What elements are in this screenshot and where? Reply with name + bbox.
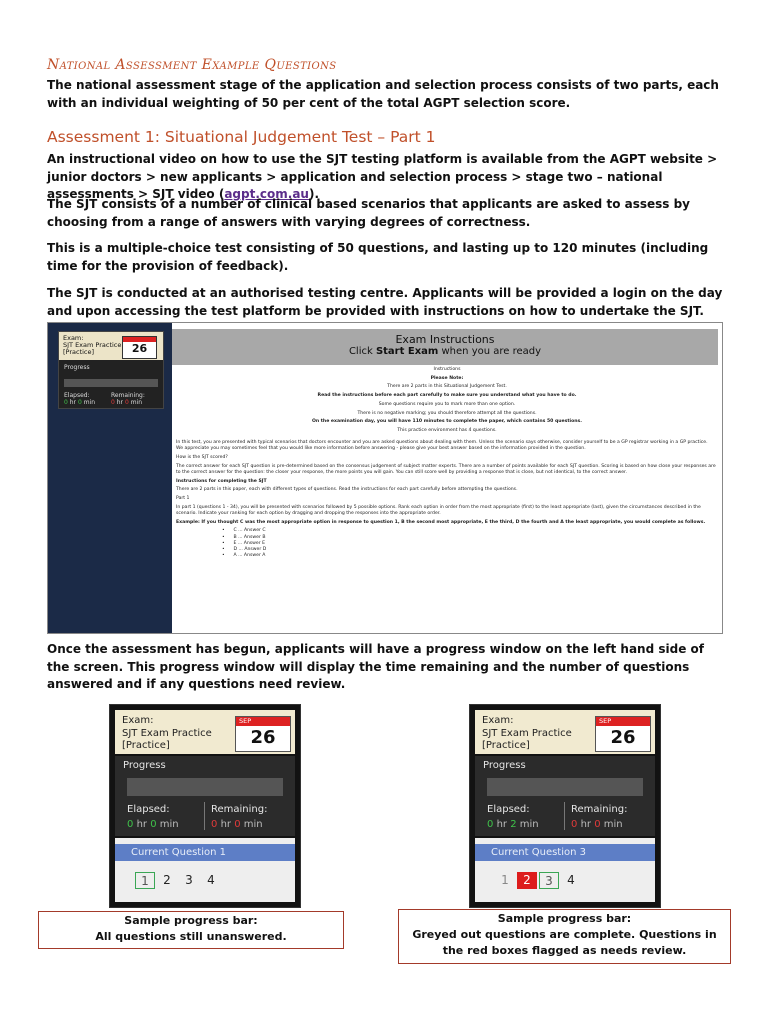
progress-paragraph: Once the assessment has begun, applicants will have a progress window on the left hand side of the screen. This progress window will display the time remaining and the number of questions answered and if any questions need review. [47, 642, 704, 691]
instr-note: Please Note: [430, 375, 464, 381]
question-button-2[interactable]: 2 [163, 873, 171, 887]
answer-item: • C ... Answer C [222, 528, 266, 534]
question-button-1[interactable]: 1 [501, 873, 509, 887]
instr-line: There are 2 parts in this Situational Judgement Test. [387, 384, 507, 390]
instr-subheading: How is the SJT scored? [176, 455, 228, 461]
remaining-label: Remaining: [211, 804, 268, 815]
start-exam-text: Start Exam [375, 346, 439, 357]
mini-elapsed-value: 0 hr 0 min [64, 399, 96, 406]
instr-paragraph: Example: If you thought C was the most appropriate option in response to question 1, B the second most appropriate, E the third, D the fourth and A the least appropriate, you would complete as follows. [176, 519, 706, 525]
question-button-4[interactable]: 4 [207, 873, 215, 887]
instr-paragraph: In this test, you are presented with typical scenarios that doctors encounter and you are asked questions about dealing with them. Unless the scenario says otherwise, consider yourself to be a GP registrar working in a GP practice. We appreciate you may sometimes feel that you would like more information before answering - please give your best answer based on the information provided in the question. [176, 440, 708, 452]
current-question-label: Current Question 3 [475, 844, 655, 861]
assessment-heading: Assessment 1: Situational Judgement Test – Part 1 [47, 128, 436, 146]
progress-label: Progress [483, 760, 526, 771]
exam-header-subtitle: Click Start Exam when you are ready [348, 346, 542, 357]
exam-header [172, 329, 718, 365]
instr-line: Read the instructions before each part carefully to make sure you understand what you have to do. [317, 393, 577, 399]
panel-header [475, 710, 655, 754]
question-button-1[interactable]: 1 [135, 872, 155, 889]
exam-sidebar [48, 323, 172, 633]
caption-title: Sample progress bar: [124, 914, 258, 927]
current-question-label: Current Question 1 [115, 844, 295, 861]
instr-paragraph: In part 1 (questions 1 - 34), you will be presented with scenarios followed by 5 possible options. Rank each option in order from the most appropriate (first) to the least appropriate (last), given the circumstances described in the scenario. Indicate your ranking for each option by dragging and dropping the responses into the appropriate order. [176, 504, 701, 516]
remaining-label: Remaining: [571, 804, 628, 815]
remaining-time: 0 hr 0 min [211, 819, 263, 830]
question-button-4[interactable]: 4 [567, 873, 575, 887]
exam-header-title: Exam Instructions [395, 333, 495, 346]
exam-info: Exam: SJT Exam Practice [Practice] [482, 715, 572, 751]
mini-remaining-value: 0 hr 0 min [111, 399, 143, 406]
exam-main-area [172, 323, 722, 633]
question-button-3[interactable]: 3 [185, 873, 193, 887]
instr-paragraph: The correct answer for each SJT question is pre-determined based on the consensus judgement of subject matter experts. There are a number of points available for each SJT question. Scoring is based on how close your responses are to the correct answer for the question: the closer your response, the more points you will gain. You can still score well by providing a response that is close, but not identical, to the correct answer. [176, 463, 716, 475]
remaining-time: 0 hr 0 min [571, 819, 623, 830]
instr-line: On the examination day, you will have 110 minutes to complete the paper, which contains 50 questions. [311, 419, 583, 425]
answer-item: • B ... Answer B [222, 534, 266, 540]
panel-header [115, 710, 295, 754]
testing-centre-paragraph: The SJT is conducted at an authorised testing centre. Applicants will be provided a login on the day and upon accessing the test platform be provided with instructions on how to undertake the SJT. [47, 286, 723, 318]
calendar-icon [122, 336, 157, 359]
calendar-icon: SEP 26 [595, 716, 651, 752]
video-text-end: ). [308, 187, 320, 201]
mini-exam-label: Exam: [63, 334, 84, 342]
caption-text: All questions still unanswered. [95, 930, 287, 943]
elapsed-time: 0 hr 0 min [127, 819, 179, 830]
progress-section [475, 756, 655, 836]
question-navigator [475, 838, 655, 902]
question-button-3[interactable]: 3 [539, 872, 559, 889]
instr-title: Instructions [433, 367, 461, 372]
caption-panel-1 [38, 911, 344, 949]
instr-paragraph: There are 2 parts in this paper, each with different types of questions. Read the instructions for each part carefully before attempting the questions. [176, 487, 518, 493]
instr-line: There is no negative marking; you should therefore attempt all the questions. [357, 410, 537, 416]
mini-header [59, 332, 163, 360]
agpt-link[interactable]: agpt.com.au [224, 187, 309, 201]
page-heading: National Assessment Example Questions [47, 57, 337, 73]
progress-panel-2 [469, 704, 661, 908]
caption-panel-2 [398, 909, 731, 964]
instr-subheading: Instructions for completing the SJT [176, 478, 267, 484]
mini-exam-mode: [Practice] [63, 348, 95, 356]
instr-line: This practice environment has 4 questions. [397, 427, 497, 433]
mini-cal-day: 26 [131, 342, 148, 355]
calendar-icon: SEP 26 [235, 716, 291, 752]
elapsed-time: 0 hr 2 min [487, 819, 539, 830]
answer-item: • E ... Answer E [222, 540, 265, 546]
elapsed-label: Elapsed: [127, 804, 170, 815]
progress-label: Progress [123, 760, 166, 771]
caption-title: Sample progress bar: [497, 912, 632, 925]
question-button-2[interactable]: 2 [517, 872, 537, 889]
video-text: An instructional video on how to use the SJT testing platform is available from the AGPT website > junior doctors > new applicants > application and selection process > stage two – national assessments > SJT video ( [47, 152, 718, 201]
instr-subheading: Part 1 [176, 496, 190, 502]
answer-item: • D ... Answer D [222, 546, 267, 552]
answer-item: • A ... Answer A [222, 553, 266, 559]
mini-progress-bar [64, 379, 158, 387]
answer-list [172, 528, 722, 559]
progress-bar [127, 778, 283, 796]
mini-exam-name: SJT Exam Practice [63, 341, 122, 349]
multiple-choice-paragraph: This is a multiple-choice test consisting of 50 questions, and lasting up to 120 minutes (including time for the provision of feedback). [47, 241, 709, 273]
instr-line: Some questions require you to mark more than one option. [378, 401, 516, 407]
mini-elapsed-label: Elapsed: [64, 392, 90, 399]
progress-section [115, 756, 295, 836]
mini-progress-label: Progress [64, 364, 90, 371]
progress-panel-1 [109, 704, 301, 908]
caption-text: Greyed out questions are complete. Questions in the red boxes flagged as needs review. [412, 928, 717, 957]
mini-progress-window [58, 331, 164, 409]
elapsed-label: Elapsed: [487, 804, 530, 815]
intro-paragraph: The national assessment stage of the application and selection process consists of two parts, each with an individual weighting of 50 per cent of the total AGPT selection score. [47, 78, 719, 110]
question-navigator [115, 838, 295, 902]
sjt-paragraph: The SJT consists of a number of clinical based scenarios that applicants are asked to assess by choosing from a range of answers with varying degrees of correctness. [47, 197, 691, 229]
exam-info: Exam: SJT Exam Practice [Practice] [122, 715, 212, 751]
exam-instructions-screenshot [47, 322, 723, 634]
progress-bar [487, 778, 643, 796]
mini-remaining-label: Remaining: [111, 392, 145, 399]
exam-instructions-body [172, 367, 722, 633]
